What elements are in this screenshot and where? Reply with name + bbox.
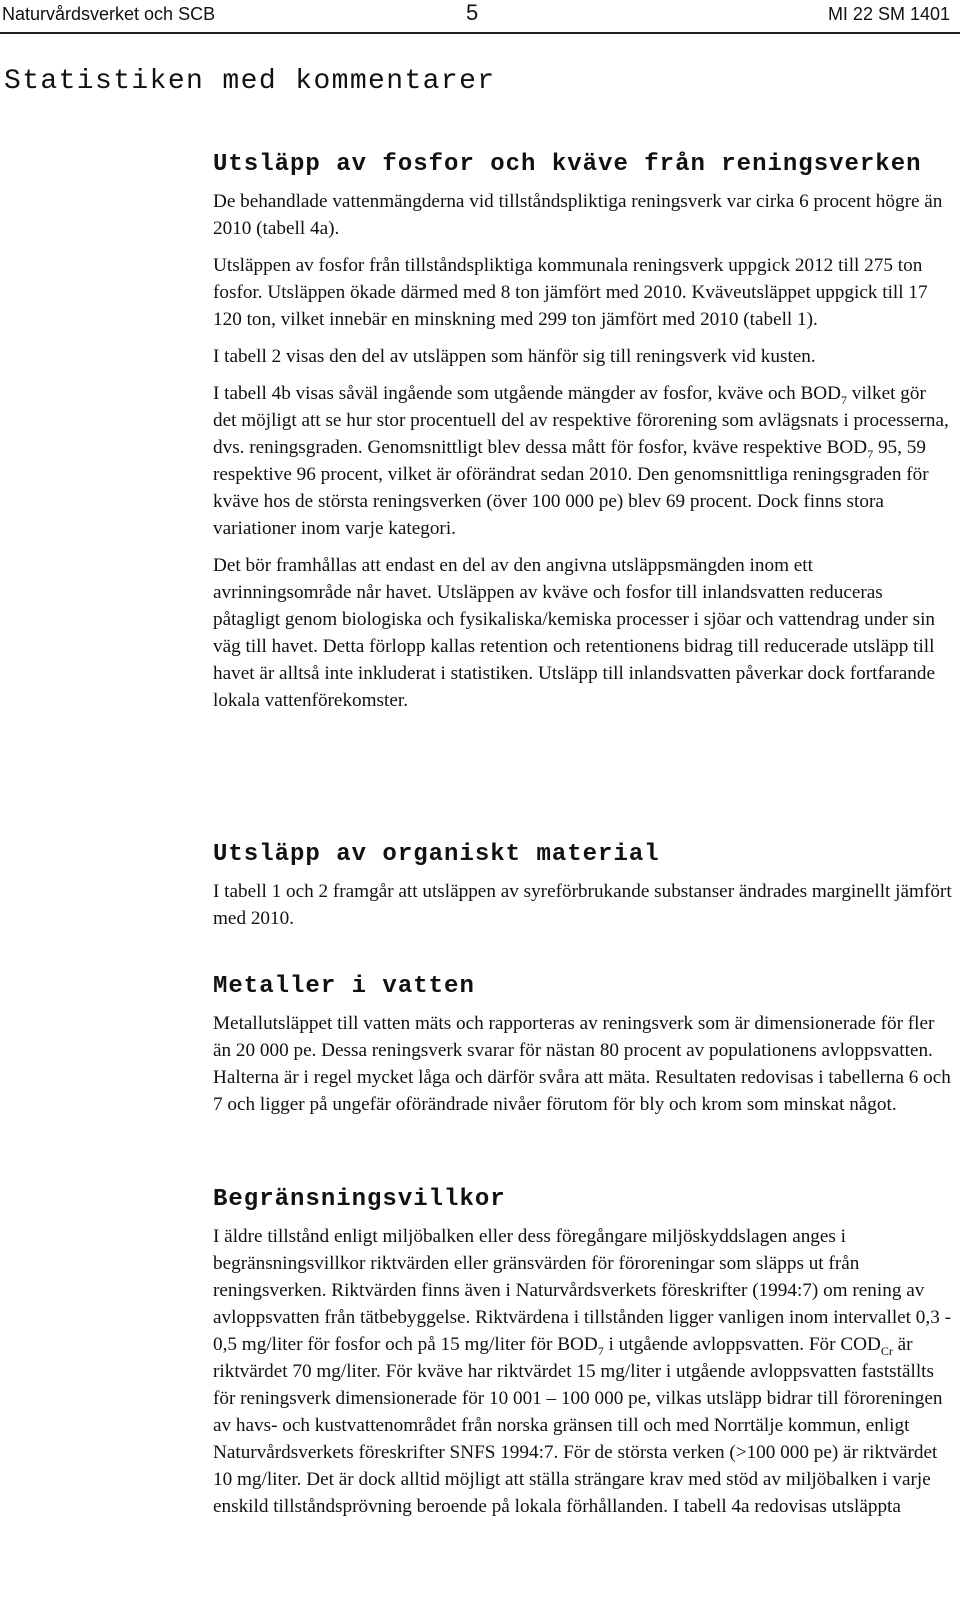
page-header [0,0,960,34]
main-title: Statistiken med kommentarer [4,66,496,97]
section-heading: Metaller i vatten [213,973,475,1000]
header-series-code: MI 22 SM 1401 [827,4,950,24]
paragraph: I tabell 2 visas den del av utsläppen som hänför sig till reningsverk vid kusten. [213,346,816,367]
header-rule [0,32,960,34]
paragraph: Det bör framhållas att endast en del av den angivna utsläppsmängden inom ett avrinningsområde når havet. Utsläppen av kväve och fosfor till inlandsvatten reduceras påtagligt genom biologiska och fysikaliska/kemiska processer i sjöar och vattendrag under sin väg till havet. Detta förlopp kallas retention och retentionens bidrag till reducerade utsläpp till havet är alltså inte inkluderat i statistiken. Utsläpp till inlandsvatten påverkar dock fortfarande lokala vattenförekomster. [213,555,936,711]
paragraph: I tabell 4b visas såväl ingående som utgående mängder av fosfor, kväve och $BOD_7$ vilket gör det möjligt att se hur stor procentuell del av respektive förorening som avlägsnats i processerna, dvs. reningsgraden. Genomsnittligt blev dessa mått för fosfor, kväve respektive $BOD_7$ 95, 59 respektive 96 procent, vilket är oförändrat sedan 2010. Den genomsnittliga reningsgraden för kväve hos de största reningsverken (över 100 000 pe) blev 69 procent. Dock finns stora variationer inom varje kategori. [213,383,949,539]
paragraph: Metallutsläppet till vatten mäts och rapporteras av reningsverk som är dimensionerade för fler än 20 000 pe. Dessa reningsverk svarar för nästan 80 procent av populationens avloppsvatten. Halterna är i regel mycket låga och därför svåra att mäta. Resultaten redovisas i tabellerna 6 och 7 och ligger på ungefär oförändrade nivåer förutom för bly och krom som minskat något. [213,1013,951,1115]
paragraph: I tabell 1 och 2 framgår att utsläppen av syreförbrukande substanser ändrades marginellt jämfört med 2010. [213,881,952,929]
section-begransningsvillkor [213,1183,953,1530]
section-heading: Begränsningsvillkor [213,1186,506,1213]
page-number: 5 [466,0,479,25]
section-heading: Utsläpp av fosfor och kväve från reningsverken [213,151,922,178]
header-publisher: Naturvårdsverket och SCB [2,4,216,24]
section-heading: Utsläpp av organiskt material [213,841,660,868]
paragraph: Utsläppen av fosfor från tillståndspliktiga kommunala reningsverk uppgick 2012 till 275 ton fosfor. Utsläppen ökade därmed med 8 ton jämfört med 2010. Kväveutsläppet uppgick till 17 120 ton, vilket innebär en minskning med 299 ton jämfört med 2010 (tabell 1). [213,255,928,330]
paragraph: De behandlade vattenmängderna vid tillståndspliktiga reningsverk var cirka 6 procent högre än 2010 (tabell 4a). [213,191,943,239]
section-organiskt-material [213,838,953,942]
paragraph: I äldre tillstånd enligt miljöbalken eller dess föregångare miljöskyddslagen anges i begränsningsvillkor riktvärden eller gränsvärden för föroreningar som släpps ut från reningsverken. Riktvärden finns även i Naturvårdsverkets föreskrifter (1994:7) om rening av avloppsvatten från tätbebyggelse. Riktvärdena i tillstånden ligger vanligen inom intervallet 0,3 - 0,5 mg/liter för fosfor och på 15 mg/liter för $BOD_7$ i utgående avloppsvatten. För $COD_{Cr}$ är riktvärdet 70 mg/liter. För kväve har riktvärdet 15 mg/liter i utgående avloppsvatten fastställts för reningsverk dimensionerade för 10 001 – 100 000 pe, vilkas utsläpp bidrar till föroreningen av havs- och kustvattenområdet från norska gränsen till och med Norrtälje kommun, enligt Naturvårdsverkets föreskrifter SNFS 1994:7. För de största verken (>100 000 pe) är riktvärdet 10 mg/liter. Det är dock alltid möjligt att ställa strängare krav med stöd av miljöbalken i varje enskild tillståndsprövning beroende på lokala förhållanden. I tabell 4a redovisas utsläppta [213,1226,951,1517]
section-fosfor-kvave [213,148,953,724]
section-metaller [213,970,953,1128]
